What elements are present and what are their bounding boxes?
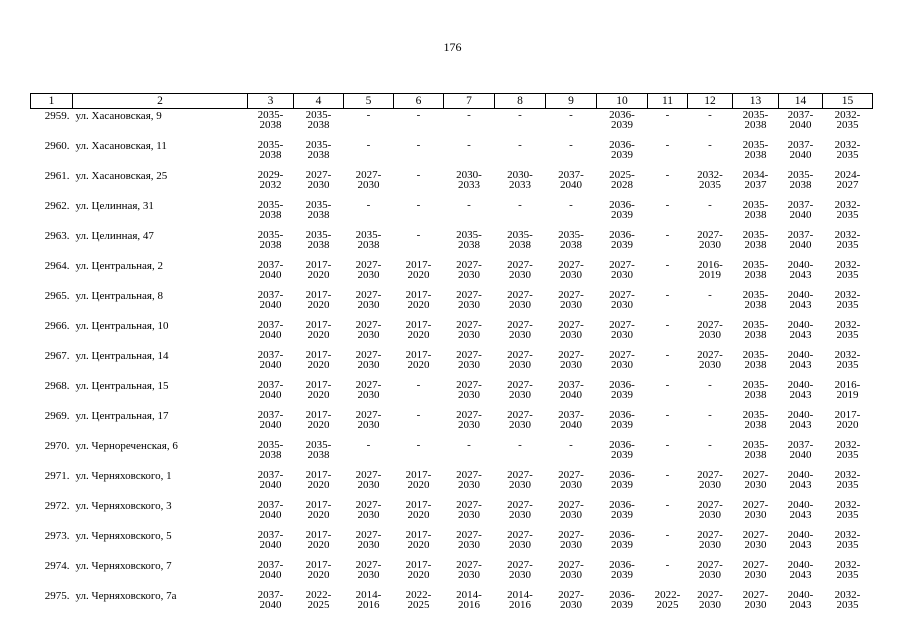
period-cell: 2027- 2030 [355, 169, 382, 191]
period-cell: 2037- 2040 [787, 109, 814, 131]
period-cell: 2017- 2020 [405, 559, 432, 581]
period-cell: 2014- 2016 [355, 589, 382, 611]
period-cell: 2022- 2025 [654, 589, 681, 611]
table-row [31, 229, 873, 259]
column-header: 15 [823, 94, 873, 109]
period-cell: 2027- 2030 [507, 499, 533, 521]
period-cell: 2035- 2038 [305, 199, 332, 221]
period-cell: - [467, 139, 471, 151]
address-cell: ул. Хасановская, 9 [75, 110, 162, 122]
address-cell: ул. Центральная, 10 [75, 320, 169, 332]
period-cell: 2040- 2043 [787, 349, 814, 371]
row-number: 2963. [44, 230, 70, 242]
period-cell: - [416, 439, 421, 451]
period-cell: 2016- 2019 [697, 259, 723, 281]
period-cell: 2035- 2038 [558, 229, 584, 251]
period-cell: 2035- 2038 [742, 379, 769, 401]
period-cell: 2027- 2030 [507, 259, 533, 281]
row-number: 2969. [44, 410, 70, 422]
period-cell: 2040- 2043 [787, 319, 814, 341]
period-cell: 2027- 2030 [697, 559, 723, 581]
period-cell: 2036- 2039 [609, 139, 635, 161]
row-number: 2968. [44, 380, 70, 392]
period-cell: 2036- 2039 [609, 229, 635, 251]
period-cell: 2017- 2020 [305, 379, 332, 401]
period-cell: 2035- 2038 [742, 349, 769, 371]
header-row [31, 94, 873, 109]
table-row [31, 589, 873, 619]
column-header: 2 [73, 94, 248, 109]
period-cell: 2017- 2020 [405, 349, 432, 371]
period-cell: 2030- 2033 [456, 169, 482, 191]
period-cell: 2027- 2030 [456, 319, 482, 341]
period-cell: 2027- 2030 [697, 589, 723, 611]
period-cell: 2035- 2038 [742, 109, 769, 131]
period-cell: - [416, 199, 421, 211]
table-row [31, 349, 873, 379]
period-cell: - [708, 439, 712, 451]
period-cell: 2040- 2043 [787, 589, 814, 611]
period-cell: - [467, 109, 471, 121]
period-cell: - [665, 559, 670, 571]
period-cell: - [366, 139, 371, 151]
period-cell: 2027- 2030 [742, 469, 769, 491]
period-cell: 2027- 2030 [305, 169, 332, 191]
period-cell: 2027- 2030 [507, 559, 533, 581]
address-cell: ул. Центральная, 8 [75, 290, 163, 302]
period-cell: 2032- 2035 [834, 229, 861, 251]
period-cell: 2032- 2035 [834, 589, 861, 611]
period-cell: 2027- 2030 [507, 529, 533, 551]
table-row [31, 379, 873, 409]
period-cell: - [665, 469, 670, 481]
table-row [31, 439, 873, 469]
period-cell: 2037- 2040 [257, 409, 284, 431]
period-cell: - [665, 169, 670, 181]
period-cell: 2035- 2038 [742, 439, 769, 461]
row-number: 2962. [44, 200, 70, 212]
period-cell: 2027- 2030 [742, 499, 769, 521]
period-cell: - [416, 169, 421, 181]
period-cell: 2032- 2035 [834, 469, 861, 491]
period-cell: - [665, 199, 670, 211]
period-cell: 2027- 2030 [697, 469, 723, 491]
period-cell: - [416, 409, 421, 421]
row-number: 2959. [44, 110, 70, 122]
period-cell: 2030- 2033 [507, 169, 533, 191]
period-cell: - [708, 199, 712, 211]
period-cell: 2032- 2035 [834, 499, 861, 521]
period-cell: - [665, 259, 670, 271]
period-cell: - [569, 109, 573, 121]
table-row [31, 169, 873, 199]
period-cell: 2027- 2030 [355, 529, 382, 551]
address-cell: ул. Черняховского, 7а [75, 590, 177, 602]
period-cell: 2032- 2035 [834, 529, 861, 551]
period-cell: 2040- 2043 [787, 529, 814, 551]
schedule-table [30, 93, 873, 619]
period-cell: 2037- 2040 [257, 529, 284, 551]
period-cell: 2032- 2035 [834, 289, 861, 311]
period-cell: 2027- 2030 [558, 349, 584, 371]
period-cell: 2027- 2030 [697, 229, 723, 251]
period-cell: 2027- 2030 [742, 589, 769, 611]
period-cell: 2027- 2030 [456, 259, 482, 281]
row-number: 2972. [44, 500, 70, 512]
column-header: 4 [294, 94, 344, 109]
period-cell: 2014- 2016 [507, 589, 533, 611]
period-cell: 2022- 2025 [405, 589, 432, 611]
period-cell: 2027- 2030 [456, 379, 482, 401]
period-cell: 2024- 2027 [834, 169, 861, 191]
period-cell: - [665, 229, 670, 241]
period-cell: 2017- 2020 [405, 499, 432, 521]
period-cell: 2032- 2035 [834, 439, 861, 461]
period-cell: 2035- 2038 [456, 229, 482, 251]
period-cell: 2035- 2038 [257, 439, 284, 461]
period-cell: 2025- 2028 [609, 169, 635, 191]
period-cell: 2040- 2043 [787, 409, 814, 431]
period-cell: - [518, 199, 522, 211]
address-cell: ул. Черняховского, 3 [75, 500, 172, 512]
period-cell: - [665, 139, 670, 151]
row-number: 2964. [44, 260, 70, 272]
period-cell: 2035- 2038 [305, 439, 332, 461]
period-cell: 2035- 2038 [355, 229, 382, 251]
period-cell: 2029- 2032 [257, 169, 284, 191]
row-number: 2967. [44, 350, 70, 362]
period-cell: 2027- 2030 [558, 529, 584, 551]
period-cell: - [416, 109, 421, 121]
period-cell: - [416, 379, 421, 391]
table-row [31, 529, 873, 559]
address-cell: ул. Черняховского, 1 [75, 470, 172, 482]
period-cell: 2027- 2030 [507, 289, 533, 311]
period-cell: 2027- 2030 [558, 469, 584, 491]
period-cell: 2036- 2039 [609, 589, 635, 611]
column-header: 13 [733, 94, 779, 109]
table-row [31, 559, 873, 589]
period-cell: - [366, 109, 371, 121]
period-cell: 2036- 2039 [609, 409, 635, 431]
period-cell: 2037- 2040 [257, 349, 284, 371]
column-header: 1 [31, 94, 73, 109]
column-header: 6 [394, 94, 444, 109]
period-cell: 2035- 2038 [742, 139, 769, 161]
period-cell: - [708, 409, 712, 421]
period-cell: 2027- 2030 [456, 289, 482, 311]
period-cell: - [467, 199, 471, 211]
period-cell: 2035- 2038 [742, 289, 769, 311]
period-cell: 2027- 2030 [355, 559, 382, 581]
period-cell: 2027- 2030 [355, 409, 382, 431]
period-cell: - [518, 109, 522, 121]
period-cell: 2035- 2038 [257, 229, 284, 251]
period-cell: 2027- 2030 [697, 349, 723, 371]
period-cell: 2017- 2020 [305, 469, 332, 491]
period-cell: 2027- 2030 [697, 319, 723, 341]
period-cell: 2027- 2030 [609, 259, 635, 281]
period-cell: 2027- 2030 [697, 499, 723, 521]
period-cell: 2027- 2030 [507, 319, 533, 341]
address-cell: ул. Целинная, 31 [75, 200, 154, 212]
column-header: 10 [597, 94, 648, 109]
period-cell: 2017- 2020 [305, 259, 332, 281]
period-cell: 2037- 2040 [558, 409, 584, 431]
column-header: 9 [546, 94, 597, 109]
period-cell: 2027- 2030 [456, 529, 482, 551]
period-cell: 2037- 2040 [257, 379, 284, 401]
period-cell: 2017- 2020 [405, 259, 432, 281]
period-cell: 2027- 2030 [456, 409, 482, 431]
table-row [31, 319, 873, 349]
row-number: 2966. [44, 320, 70, 332]
table-row [31, 409, 873, 439]
address-cell: ул. Чернореченская, 6 [75, 440, 178, 452]
period-cell: - [665, 529, 670, 541]
period-cell: 2017- 2020 [305, 319, 332, 341]
period-cell: 2035- 2038 [305, 139, 332, 161]
period-cell: 2034- 2037 [742, 169, 769, 191]
period-cell: 2037- 2040 [257, 319, 284, 341]
period-cell: 2037- 2040 [257, 559, 284, 581]
table-row [31, 259, 873, 289]
period-cell: 2032- 2035 [834, 319, 861, 341]
period-cell: 2037- 2040 [257, 499, 284, 521]
address-cell: ул. Хасановская, 25 [75, 170, 168, 182]
address-cell: ул. Черняховского, 7 [75, 560, 172, 572]
address-cell: ул. Черняховского, 5 [75, 530, 172, 542]
period-cell: 2035- 2038 [787, 169, 814, 191]
period-cell: 2027- 2030 [697, 529, 723, 551]
period-cell: 2027- 2030 [456, 559, 482, 581]
row-number: 2970. [44, 440, 70, 452]
period-cell: 2027- 2030 [355, 379, 382, 401]
row-number: 2961. [44, 170, 70, 182]
period-cell: 2017- 2020 [405, 289, 432, 311]
period-cell: - [366, 199, 371, 211]
period-cell: 2017- 2020 [405, 529, 432, 551]
period-cell: 2037- 2040 [787, 439, 814, 461]
period-cell: 2027- 2030 [456, 349, 482, 371]
address-cell: ул. Центральная, 15 [75, 380, 169, 392]
period-cell: 2037- 2040 [257, 259, 284, 281]
period-cell: 2040- 2043 [787, 469, 814, 491]
period-cell: 2037- 2040 [558, 169, 584, 191]
period-cell: 2036- 2039 [609, 109, 635, 131]
period-cell: 2027- 2030 [558, 589, 584, 611]
row-number: 2974. [44, 560, 70, 572]
table-row [31, 289, 873, 319]
period-cell: - [665, 499, 670, 511]
period-cell: 2027- 2030 [609, 349, 635, 371]
period-cell: 2017- 2020 [305, 529, 332, 551]
period-cell: 2027- 2030 [609, 319, 635, 341]
period-cell: - [708, 379, 712, 391]
period-cell: 2036- 2039 [609, 439, 635, 461]
period-cell: 2017- 2020 [405, 319, 432, 341]
period-cell: 2035- 2038 [742, 409, 769, 431]
period-cell: 2027- 2030 [456, 469, 482, 491]
period-cell: 2035- 2038 [257, 139, 284, 161]
table-row [31, 469, 873, 499]
period-cell: - [665, 289, 670, 301]
period-cell: 2037- 2040 [787, 229, 814, 251]
period-cell: - [366, 439, 371, 451]
period-cell: 2027- 2030 [558, 259, 584, 281]
period-cell: 2035- 2038 [305, 109, 332, 131]
period-cell: 2032- 2035 [834, 139, 861, 161]
column-header: 5 [344, 94, 394, 109]
period-cell: - [665, 439, 670, 451]
period-cell: 2036- 2039 [609, 559, 635, 581]
period-cell: 2027- 2030 [355, 349, 382, 371]
period-cell: 2040- 2043 [787, 499, 814, 521]
period-cell: 2040- 2043 [787, 289, 814, 311]
address-cell: ул. Целинная, 47 [75, 230, 154, 242]
period-cell: 2036- 2039 [609, 529, 635, 551]
address-cell: ул. Центральная, 2 [75, 260, 163, 272]
table-row [31, 109, 873, 140]
period-cell: 2032- 2035 [834, 259, 861, 281]
row-number: 2971. [44, 470, 70, 482]
period-cell: - [416, 139, 421, 151]
period-cell: 2027- 2030 [558, 499, 584, 521]
period-cell: 2035- 2038 [507, 229, 533, 251]
period-cell: - [569, 139, 573, 151]
period-cell: 2027- 2030 [355, 319, 382, 341]
column-header: 3 [248, 94, 294, 109]
period-cell: 2037- 2040 [558, 379, 584, 401]
period-cell: - [665, 109, 670, 121]
column-header: 8 [495, 94, 546, 109]
period-cell: 2035- 2038 [257, 199, 284, 221]
period-cell: 2027- 2030 [742, 529, 769, 551]
period-cell: 2035- 2038 [742, 229, 769, 251]
period-cell: 2017- 2020 [834, 409, 861, 431]
period-cell: 2036- 2039 [609, 199, 635, 221]
period-cell: 2014- 2016 [456, 589, 482, 611]
period-cell: 2027- 2030 [355, 289, 382, 311]
period-cell: - [708, 139, 712, 151]
period-cell: 2027- 2030 [456, 499, 482, 521]
period-cell: - [665, 379, 670, 391]
page-number: 176 [443, 40, 462, 54]
period-cell: 2032- 2035 [834, 349, 861, 371]
period-cell: - [416, 229, 421, 241]
row-number: 2965. [44, 290, 70, 302]
address-cell: ул. Хасановская, 11 [75, 140, 167, 152]
period-cell: 2027- 2030 [355, 259, 382, 281]
period-cell: - [665, 349, 670, 361]
period-cell: 2037- 2040 [257, 289, 284, 311]
period-cell: 2032- 2035 [834, 109, 861, 131]
period-cell: 2035- 2038 [742, 319, 769, 341]
period-cell: 2040- 2043 [787, 559, 814, 581]
period-cell: 2017- 2020 [305, 559, 332, 581]
period-cell: - [518, 139, 522, 151]
period-cell: 2017- 2020 [305, 349, 332, 371]
row-number: 2960. [44, 140, 70, 152]
period-cell: - [569, 439, 573, 451]
period-cell: 2036- 2039 [609, 469, 635, 491]
column-header: 11 [648, 94, 688, 109]
address-cell: ул. Центральная, 14 [75, 350, 169, 362]
period-cell: 2035- 2038 [742, 259, 769, 281]
period-cell: 2035- 2038 [305, 229, 332, 251]
period-cell: 2027- 2030 [355, 499, 382, 521]
period-cell: 2017- 2020 [305, 409, 332, 431]
period-cell: 2027- 2030 [742, 559, 769, 581]
period-cell: 2022- 2025 [305, 589, 332, 611]
column-header: 12 [688, 94, 733, 109]
period-cell: 2037- 2040 [787, 199, 814, 221]
period-cell: 2032- 2035 [697, 169, 723, 191]
period-cell: 2027- 2030 [507, 469, 533, 491]
column-header: 14 [779, 94, 823, 109]
period-cell: 2032- 2035 [834, 559, 861, 581]
period-cell: 2032- 2035 [834, 199, 861, 221]
period-cell: 2040- 2043 [787, 379, 814, 401]
period-cell: 2017- 2020 [305, 289, 332, 311]
period-cell: - [569, 199, 573, 211]
table-row [31, 139, 873, 169]
period-cell: - [665, 319, 670, 331]
period-cell: - [518, 439, 522, 451]
period-cell: 2037- 2040 [257, 589, 284, 611]
column-header: 7 [444, 94, 495, 109]
period-cell: 2017- 2020 [405, 469, 432, 491]
period-cell: 2037- 2040 [257, 469, 284, 491]
period-cell: 2027- 2030 [558, 559, 584, 581]
period-cell: - [708, 109, 712, 121]
period-cell: 2035- 2038 [257, 109, 284, 131]
period-cell: - [467, 439, 471, 451]
period-cell: 2027- 2030 [355, 469, 382, 491]
period-cell: 2027- 2030 [507, 409, 533, 431]
address-cell: ул. Центральная, 17 [75, 410, 169, 422]
table-row [31, 499, 873, 529]
period-cell: 2016- 2019 [834, 379, 861, 401]
period-cell: 2027- 2030 [609, 289, 635, 311]
period-cell: - [665, 409, 670, 421]
row-number: 2975. [44, 590, 70, 602]
period-cell: 2017- 2020 [305, 499, 332, 521]
table-row [31, 199, 873, 229]
period-cell: 2037- 2040 [787, 139, 814, 161]
period-cell: 2035- 2038 [742, 199, 769, 221]
period-cell: 2036- 2039 [609, 499, 635, 521]
period-cell: - [708, 289, 712, 301]
period-cell: 2027- 2030 [558, 289, 584, 311]
row-number: 2973. [44, 530, 70, 542]
period-cell: 2036- 2039 [609, 379, 635, 401]
period-cell: 2027- 2030 [558, 319, 584, 341]
period-cell: 2040- 2043 [787, 259, 814, 281]
period-cell: 2027- 2030 [507, 349, 533, 371]
period-cell: 2027- 2030 [507, 379, 533, 401]
